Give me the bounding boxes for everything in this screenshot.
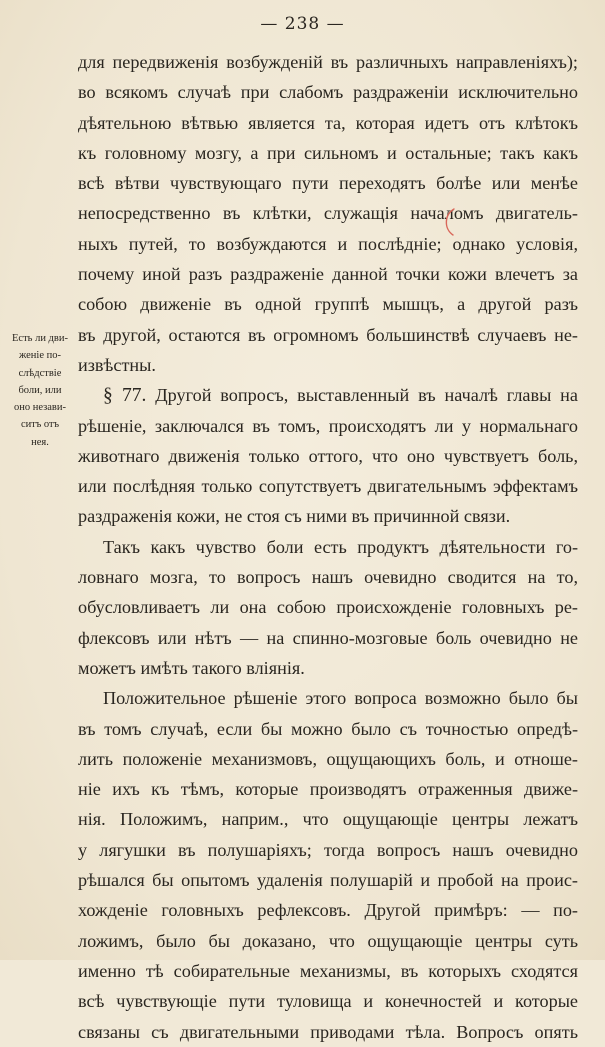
text-line: обусловливаетъ ли она собою происхожденіе головныхъ ре- <box>78 597 578 618</box>
text-line: ніе ихъ къ тѣмъ, которые производятъ отраженныя движе- <box>78 779 578 800</box>
margin-note-line: нея. <box>31 436 49 448</box>
text-line: ложимъ, было бы доказано, что ощущающіе центры суть <box>78 930 578 951</box>
text-line: Положительное рѣшеніе этого вопроса возможно было бы <box>103 688 578 709</box>
paragraph <box>78 532 578 683</box>
text-line: животнаго движенія только оттого, что оно чувствуетъ боль, <box>78 445 578 466</box>
text-line: связаны съ двигательными приводами тѣла. Вопросъ опять <box>78 1021 578 1042</box>
text-line: всѣ вѣтви чувствующаго пути переходятъ болѣе или менѣе <box>78 173 578 194</box>
text-line: или послѣдняя только сопутствуетъ двигательнымъ эффектамъ <box>78 476 578 497</box>
text-line: для передвиженія возбужденій въ различныхъ направленіяхъ); <box>78 52 578 72</box>
text-line: въ другой, остаются въ огромномъ большинствѣ случаевъ не- <box>78 324 578 345</box>
page-number: — 238 — <box>260 14 345 34</box>
margin-note-line: боли, или <box>18 384 62 396</box>
margin-note <box>4 330 76 451</box>
text-line: раздраженія кожи, не стоя съ ними въ причинной связи. <box>78 506 511 527</box>
margin-note-line: Есть ли дви- <box>12 333 68 344</box>
paragraph <box>78 47 578 380</box>
text-line: извѣстны. <box>78 354 156 375</box>
text-line: ловнаго мозга, то вопросъ нашъ очевидно сводится на то, <box>78 567 578 588</box>
text-line: лить положеніе механизмовъ, ощущающихъ боль, и отноше- <box>78 748 578 769</box>
text-run: Другой вопросъ, выставленный въ началѣ главы на <box>155 385 578 406</box>
section-number: § 77. <box>103 385 147 407</box>
text-line <box>78 380 578 410</box>
text-line: въ томъ случаѣ, если бы можно было съ точностью опредѣ- <box>78 718 578 739</box>
margin-note-line: женіе по- <box>19 350 61 362</box>
body-text <box>78 47 578 1047</box>
text-line: дѣятельною вѣтвью является та, которая идетъ отъ клѣтокъ <box>78 112 578 133</box>
margin-note-line: ситъ отъ <box>20 419 60 431</box>
text-line: у лягушки въ полушаріяхъ; тогда вопросъ нашъ очевидно <box>78 839 578 860</box>
text-line: непосредственно въ клѣтки, служащія началомъ двигатель- <box>78 203 578 224</box>
margin-note-line: слѣдствіе <box>18 367 62 379</box>
text-line: флексовъ или нѣтъ — на спинно-мозговые боль очевидно не <box>78 627 578 648</box>
pencil-mark-icon <box>440 207 458 237</box>
margin-note-line: оно незави- <box>13 402 67 414</box>
text-line: ныхъ путей, то возбуждаются и послѣдніе; однако условія, <box>78 233 578 254</box>
text-line: хожденіе головныхъ рефлексовъ. Другой примѣръ: — по- <box>78 900 578 921</box>
text-line: нія. Положимъ, наприм., что ощущающіе центры лежатъ <box>78 809 578 830</box>
text-line: можетъ имѣть такого вліянія. <box>78 657 305 678</box>
text-line: во всякомъ случаѣ при слабомъ раздраженіи исключительно <box>78 82 578 103</box>
text-line: рѣшеніе, заключался въ томъ, происходятъ ли у нормальнаго <box>78 415 578 436</box>
text-line: Такъ какъ чувство боли есть продуктъ дѣятельности го- <box>103 536 578 557</box>
paragraph <box>78 380 578 531</box>
text-line: къ головному мозгу, а при сильномъ и остальные; такъ какъ <box>78 142 578 163</box>
text-line: всѣ чувствующіе пути туловища и конечностей и которые <box>78 991 578 1012</box>
text-line: почему иной разъ раздраженіе данной точки кожи влечетъ за <box>78 264 578 285</box>
text-line: именно тѣ собирательные механизмы, въ которыхъ сходятся <box>78 960 578 981</box>
paragraph <box>78 683 578 1047</box>
text-line: собою движеніе въ одной группѣ мышцъ, а другой разъ <box>78 294 578 315</box>
text-line: рѣшался бы опытомъ удаленія полушарій и пробой на проис- <box>78 870 578 891</box>
